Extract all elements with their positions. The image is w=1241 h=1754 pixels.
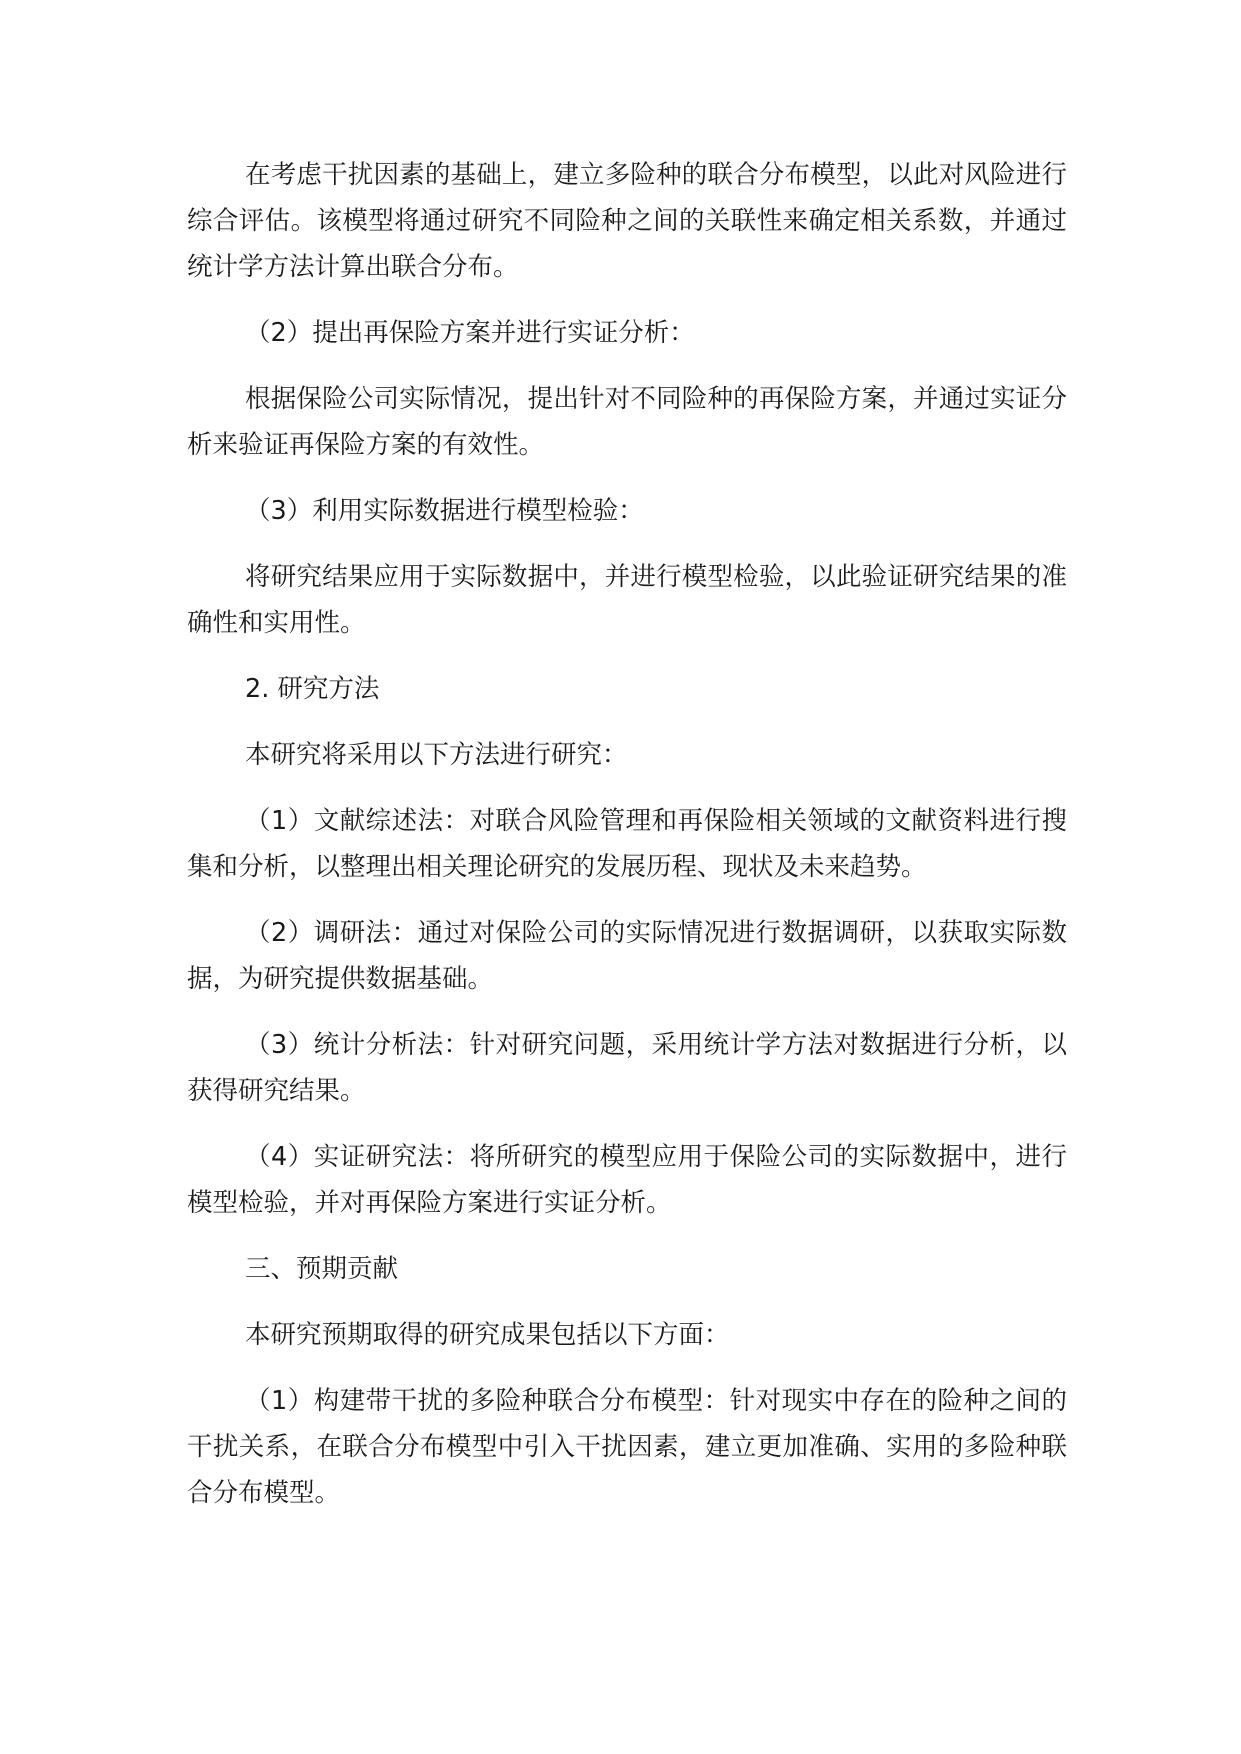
item-statistical-analysis: （3）统计分析法：针对研究问题，采用统计学方法对数据进行分析，以获得研究结果。 xyxy=(187,1030,1067,1106)
document-body xyxy=(187,152,1067,1536)
paragraph-methods-intro: 本研究将采用以下方法进行研究： xyxy=(245,740,628,770)
paragraph-contributions-intro: 本研究预期取得的研究成果包括以下方面： xyxy=(245,1320,730,1350)
item-model-validation: （3）利用实际数据进行模型检验： xyxy=(245,496,644,526)
paragraph-model-validation: 将研究结果应用于实际数据中，并进行模型检验，以此验证研究结果的准确性和实用性。 xyxy=(187,562,1067,638)
section-heading-methods: 2. 研究方法 xyxy=(245,674,380,704)
item-joint-distribution-model: （1）构建带干扰的多险种联合分布模型：针对现实中存在的险种之间的干扰关系，在联合分布模型中引入干扰因素，建立更加准确、实用的多险种联合分布模型。 xyxy=(187,1386,1067,1508)
section-heading-contributions: 三、预期贡献 xyxy=(245,1254,399,1284)
item-literature-review: （1）文献综述法：对联合风险管理和再保险相关领域的文献资料进行搜集和分析，以整理出相关理论研究的发展历程、现状及未来趋势。 xyxy=(187,806,1067,882)
item-survey-method: （2）调研法：通过对保险公司的实际情况进行数据调研，以获取实际数据，为研究提供数据基础。 xyxy=(187,918,1067,994)
paragraph-reinsurance-plan: 根据保险公司实际情况，提出针对不同险种的再保险方案，并通过实证分析来验证再保险方案的有效性。 xyxy=(187,384,1067,460)
paragraph-joint-model: 在考虑干扰因素的基础上，建立多险种的联合分布模型，以此对风险进行综合评估。该模型将通过研究不同险种之间的关联性来确定相关系数，并通过统计学方法计算出联合分布。 xyxy=(187,160,1067,282)
item-reinsurance-plan: （2）提出再保险方案并进行实证分析： xyxy=(245,318,695,348)
item-empirical-research: （4）实证研究法：将所研究的模型应用于保险公司的实际数据中，进行模型检验，并对再保险方案进行实证分析。 xyxy=(187,1142,1067,1218)
